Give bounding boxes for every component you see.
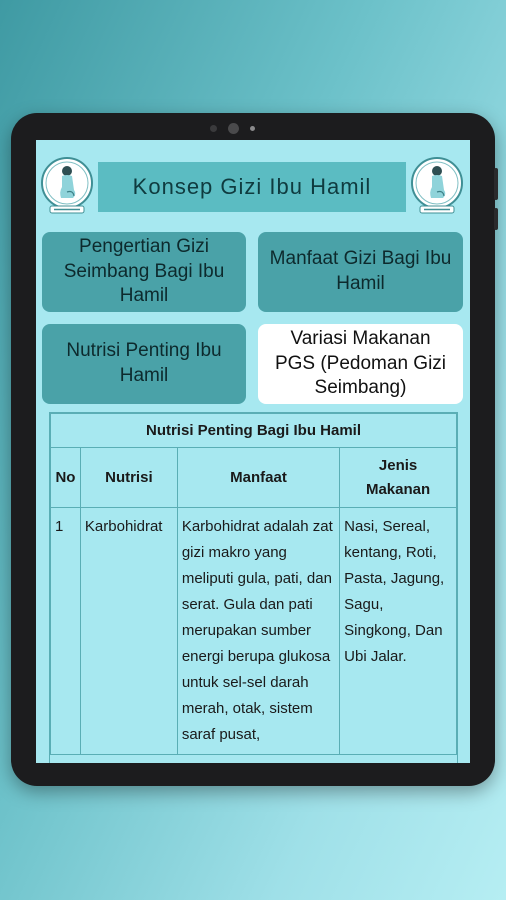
light-sensor-dot: [250, 126, 255, 131]
menu-button-variasi-makanan[interactable]: Variasi Makanan PGS (Pedoman Gizi Seimbang): [258, 324, 463, 404]
column-header-jenis-makanan: Jenis Makanan: [340, 448, 457, 508]
cell-manfaat: Karbohidrat adalah zat gizi makro yang meliputi gula, pati, dan serat. Gula dan pati merupakan sumber energi berupa glukosa untuk sel-sel darah merah, otak, sistem saraf pusat,: [177, 508, 339, 755]
app-header: [36, 140, 470, 225]
tablet-side-button: [494, 168, 498, 200]
cell-nutrisi: Karbohidrat: [80, 508, 177, 755]
cell-no: 1: [51, 508, 81, 755]
tablet-side-button: [494, 208, 498, 230]
camera-icon: [228, 123, 239, 134]
cell-jenis-makanan: Nasi, Sereal, kentang, Roti, Pasta, Jagung, Sagu, Singkong, Dan Ubi Jalar.: [340, 508, 457, 755]
column-header-manfaat: Manfaat: [177, 448, 339, 508]
page-title: Konsep Gizi Ibu Hamil: [98, 162, 406, 212]
sensor-dot: [210, 125, 217, 132]
pregnant-woman-logo-icon: [40, 156, 94, 216]
column-header-no: No: [51, 448, 81, 508]
nutrition-table: [49, 412, 458, 763]
menu-button-nutrisi-penting[interactable]: Nutrisi Penting Ibu Hamil: [42, 324, 246, 404]
menu-button-manfaat-gizi[interactable]: Manfaat Gizi Bagi Ibu Hamil: [258, 232, 463, 312]
column-header-nutrisi: Nutrisi: [80, 448, 177, 508]
menu-button-pengertian-gizi[interactable]: Pengertian Gizi Seimbang Bagi Ibu Hamil: [42, 232, 246, 312]
table-row: [51, 508, 457, 755]
app-screen: [36, 140, 470, 763]
table-caption: Nutrisi Penting Bagi Ibu Hamil: [51, 414, 457, 448]
pregnant-woman-logo-icon: [410, 156, 464, 216]
